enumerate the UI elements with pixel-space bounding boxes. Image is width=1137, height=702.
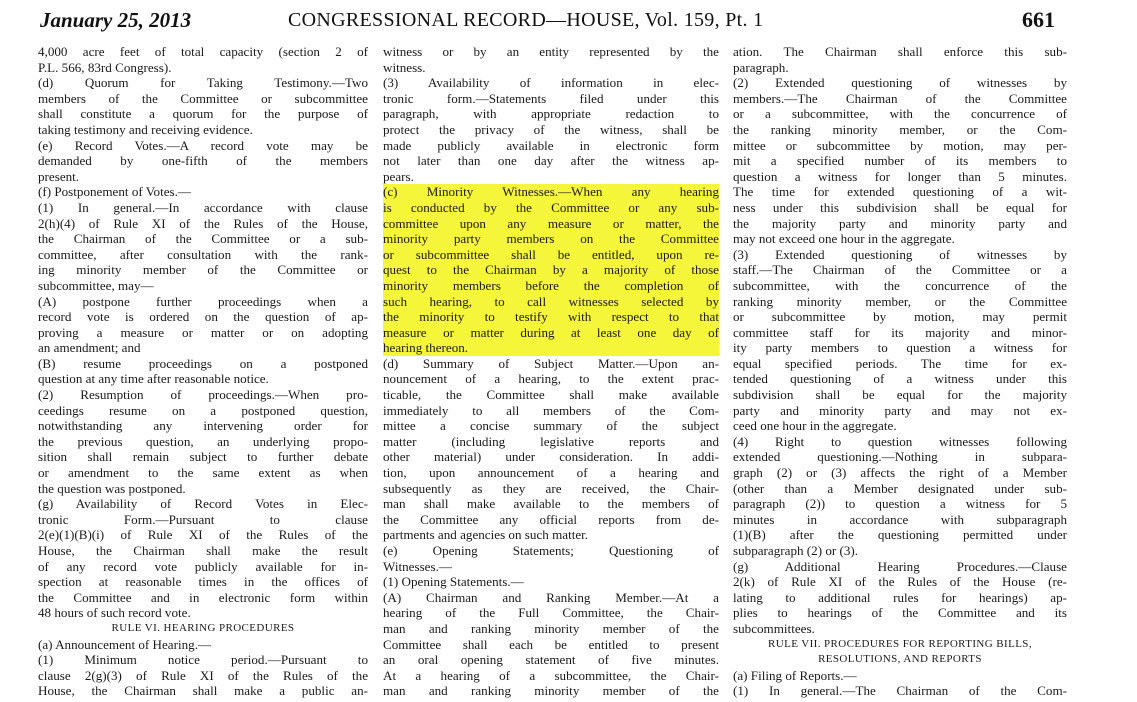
text-line xyxy=(38,668,368,684)
line-text: equal specified periods. The time for ex- xyxy=(733,355,1067,371)
line-text: (1) Opening Statements.— xyxy=(383,574,524,590)
section-heading xyxy=(733,652,1067,668)
text-line xyxy=(733,106,1067,122)
line-text: At a hearing of a subcommittee, the Chair- xyxy=(383,667,719,683)
line-text: paragraph (2)) to question a witness for 5 xyxy=(733,496,1067,512)
line-text: (a) Announcement of Hearing.— xyxy=(38,636,212,652)
line-text: P.L. 566, 83rd Congress). xyxy=(38,59,172,75)
highlighted-text: measure or matter during at least one day of xyxy=(383,324,719,340)
text-line xyxy=(383,309,719,325)
line-text: subparagraph (2) or (3). xyxy=(733,543,859,558)
line-text: 48 hours of such record vote. xyxy=(38,605,191,621)
line-text: RULE VI. HEARING PROCEDURES xyxy=(111,621,295,634)
line-text: (1) In general.—In accordance with clause xyxy=(38,199,368,215)
text-line xyxy=(733,434,1067,450)
line-text: proving a measure or matter or on adopting xyxy=(38,324,368,340)
line-text: minutes in accordance with subparagraph xyxy=(733,511,1067,527)
line-text: or a subcommittee, with the concurrence of xyxy=(733,106,1067,122)
line-text: Committee shall each be entitled to present xyxy=(383,636,719,652)
line-text: mit a specified number of its members to xyxy=(733,153,1067,169)
line-text: or subcommittee by motion, may permit xyxy=(733,309,1067,325)
text-line xyxy=(38,683,368,699)
text-line xyxy=(733,184,1067,200)
line-text: tion, upon announcement of a hearing and xyxy=(383,465,719,481)
text-line xyxy=(383,91,719,107)
text-line xyxy=(733,683,1067,699)
line-text: hearing of the Full Committee, the Chair- xyxy=(383,605,719,621)
section-heading xyxy=(38,621,368,637)
text-line xyxy=(383,122,719,138)
text-line xyxy=(383,75,719,91)
text-line xyxy=(38,387,368,403)
text-line xyxy=(38,278,368,294)
line-text: (A) Chairman and Ranking Member.—At a xyxy=(383,589,719,605)
text-line xyxy=(383,60,719,76)
line-text: (3) Availability of information in elec- xyxy=(383,75,719,91)
line-text: an amendment; and xyxy=(38,340,141,356)
line-text: paragraph. xyxy=(733,59,789,75)
text-line xyxy=(38,153,368,169)
line-text: RULE VII. PROCEDURES FOR REPORTING BILLS, xyxy=(768,637,1032,650)
line-text: or amendment to the same extent as when xyxy=(38,465,368,481)
text-line xyxy=(383,668,719,684)
highlighted-text: such hearing, to call witnesses selected by xyxy=(383,293,719,309)
line-text: tronic form.—Statements filed under this xyxy=(383,90,719,106)
text-line xyxy=(383,683,719,699)
text-line xyxy=(733,325,1067,341)
section-heading xyxy=(733,637,1067,653)
text-line xyxy=(38,371,368,387)
text-line xyxy=(38,527,368,543)
line-text: 4,000 acre feet of total capacity (section 2 of xyxy=(38,44,368,59)
line-text: the Committee any official reports from de- xyxy=(383,511,719,527)
text-line xyxy=(383,153,719,169)
text-line xyxy=(733,247,1067,263)
highlighted-text: is conducted by the Committee or any sub- xyxy=(383,199,719,215)
text-line xyxy=(38,231,368,247)
line-text: subcommittees. xyxy=(733,620,815,636)
line-text: (other than a Member designated under sub- xyxy=(733,480,1067,496)
line-text: an oral opening statement of five minutes. xyxy=(383,652,719,668)
text-line xyxy=(733,496,1067,512)
line-text: the question was postponed. xyxy=(38,480,186,496)
text-line xyxy=(38,543,368,559)
text-line xyxy=(733,60,1067,76)
line-text: (3) Extended questioning of witnesses by xyxy=(733,246,1067,262)
text-line xyxy=(733,590,1067,606)
line-text: (B) resume proceedings on a postponed xyxy=(38,355,368,371)
text-line xyxy=(733,481,1067,497)
text-line xyxy=(733,356,1067,372)
text-line xyxy=(38,465,368,481)
text-line xyxy=(733,559,1067,575)
text-line xyxy=(38,403,368,419)
text-line xyxy=(383,434,719,450)
text-line xyxy=(383,44,719,60)
line-text: witness. xyxy=(383,59,426,75)
text-line xyxy=(38,340,368,356)
line-text: subcommittee, with the concurrence of the xyxy=(733,277,1067,293)
text-line xyxy=(38,605,368,621)
text-line xyxy=(38,247,368,263)
text-line xyxy=(383,325,719,341)
line-text: ation. The Chairman shall enforce this sub- xyxy=(733,44,1067,59)
line-text: may not exceed one hour in the aggregate. xyxy=(733,231,955,247)
text-line xyxy=(733,418,1067,434)
text-line xyxy=(733,278,1067,294)
text-line xyxy=(38,75,368,91)
line-text: (g) Availability of Record Votes in Elec- xyxy=(38,496,368,512)
text-line xyxy=(383,262,719,278)
line-text: matter (including legislative reports and xyxy=(383,433,719,449)
line-text: ranking minority member, or the Committee xyxy=(733,293,1067,309)
highlighted-text: (c) Minority Witnesses.—When any hearing xyxy=(383,184,719,200)
line-text: members of the Committee or subcommittee xyxy=(38,90,368,106)
line-text: (A) postpone further proceedings when a xyxy=(38,293,368,309)
line-text: (2) Extended questioning of witnesses by xyxy=(733,75,1067,91)
line-text: notwithstanding any intervening order for xyxy=(38,418,368,434)
text-line xyxy=(383,247,719,263)
text-line xyxy=(38,652,368,668)
line-text: the Committee and in electronic form within xyxy=(38,589,368,605)
text-line xyxy=(383,387,719,403)
text-line xyxy=(383,512,719,528)
line-text: ceed one hour in the aggregate. xyxy=(733,418,897,434)
text-line xyxy=(733,543,1067,559)
text-line xyxy=(383,184,719,200)
text-line xyxy=(38,262,368,278)
highlighted-text: the minority to testify with respect to that xyxy=(383,309,719,325)
header-date: January 25, 2013 xyxy=(40,8,192,32)
text-line xyxy=(733,153,1067,169)
text-line xyxy=(733,449,1067,465)
line-text: other material) under consideration. In addi- xyxy=(383,449,719,465)
line-text: (4) Right to question witnesses following xyxy=(733,433,1067,449)
text-line xyxy=(38,449,368,465)
line-text: (a) Filing of Reports.— xyxy=(733,667,857,683)
text-line xyxy=(733,621,1067,637)
text-line xyxy=(733,465,1067,481)
text-line xyxy=(38,418,368,434)
page-number: 661 xyxy=(1022,7,1055,32)
text-line xyxy=(38,356,368,372)
line-text: (2) Resumption of proceedings.—When pro- xyxy=(38,387,368,403)
line-text: ing minority member of the Committee or xyxy=(38,262,368,278)
text-line xyxy=(733,512,1067,528)
text-line xyxy=(383,621,719,637)
page-header xyxy=(0,0,1137,40)
header-title: CONGRESSIONAL RECORD—HOUSE, Vol. 159, Pt. 1 xyxy=(288,9,764,31)
line-text: (1) Minimum notice period.—Pursuant to xyxy=(38,652,368,668)
text-line xyxy=(38,637,368,653)
line-text: tended questioning of a witness under this xyxy=(733,371,1067,387)
text-line xyxy=(383,356,719,372)
line-text: Witnesses.— xyxy=(383,558,452,574)
text-line xyxy=(38,200,368,216)
line-text: (g) Additional Hearing Procedures.—Clause xyxy=(733,558,1067,574)
line-text: present. xyxy=(38,168,80,184)
line-text: ness under this subdivision shall be equal for xyxy=(733,199,1067,215)
line-text: of any record vote publicly available for in- xyxy=(38,558,368,574)
text-line xyxy=(733,387,1067,403)
text-line xyxy=(38,590,368,606)
text-line xyxy=(733,75,1067,91)
line-text: (e) Record Votes.—A record vote may be xyxy=(38,137,368,153)
text-column-2 xyxy=(383,44,719,699)
text-line xyxy=(38,106,368,122)
line-text: man and ranking minority member of the xyxy=(383,683,719,699)
text-column-1 xyxy=(38,44,368,699)
text-line xyxy=(733,294,1067,310)
line-text: the majority party and minority party and xyxy=(733,215,1067,231)
line-text: pears. xyxy=(383,168,414,184)
text-line xyxy=(733,668,1067,684)
line-text: nouncement of a hearing, to the extent prac- xyxy=(383,371,719,387)
text-line xyxy=(383,605,719,621)
text-line xyxy=(383,106,719,122)
line-text: (e) Opening Statements; Questioning of xyxy=(383,543,719,558)
line-text: ticable, the Committee shall make available xyxy=(383,387,719,403)
line-text: committee staff for its majority and minor- xyxy=(733,324,1067,340)
line-text: subsequently as they are received, the Chair- xyxy=(383,480,719,496)
text-line xyxy=(38,574,368,590)
line-text: mittee a concise summary of the subject xyxy=(383,418,719,434)
line-text: 2(e)(1)(B)(i) of Rule XI of the Rules of the xyxy=(38,527,368,543)
text-line xyxy=(383,527,719,543)
text-line xyxy=(383,294,719,310)
line-text: man and ranking minority member of the xyxy=(383,620,719,636)
text-line xyxy=(383,138,719,154)
text-line xyxy=(38,91,368,107)
text-line xyxy=(38,184,368,200)
text-line xyxy=(383,543,719,559)
line-text: ity party members to question a witness for xyxy=(733,340,1067,356)
text-line xyxy=(38,44,368,60)
line-text: RESOLUTIONS, AND REPORTS xyxy=(818,653,982,666)
highlighted-text: quest to the Chairman by a majority of those xyxy=(383,262,719,278)
text-line xyxy=(38,60,368,76)
text-line xyxy=(733,605,1067,621)
line-text: 2(h)(4) of Rule XI of the Rules of the House, xyxy=(38,215,368,231)
text-line xyxy=(38,559,368,575)
text-line xyxy=(38,122,368,138)
line-text: lating to additional rules for hearings) ap- xyxy=(733,589,1067,605)
line-text: man shall make available to the members of xyxy=(383,496,719,512)
text-line xyxy=(38,496,368,512)
line-text: shall constitute a quorum for the purpose of xyxy=(38,106,368,122)
line-text: subdivision shall be equal for the majority xyxy=(733,387,1067,403)
line-text: members.—The Chairman of the Committee xyxy=(733,90,1067,106)
text-line xyxy=(733,138,1067,154)
text-line xyxy=(733,262,1067,278)
text-line xyxy=(733,169,1067,185)
text-line xyxy=(383,590,719,606)
line-text: (d) Summary of Subject Matter.—Upon an- xyxy=(383,355,719,371)
text-line xyxy=(383,169,719,185)
text-line xyxy=(38,512,368,528)
line-text: protect the privacy of the witness, shall be xyxy=(383,121,719,137)
line-text: the Chairman of the Committee or a sub- xyxy=(38,231,368,247)
text-line xyxy=(733,122,1067,138)
text-line xyxy=(383,637,719,653)
line-text: taking testimony and receiving evidence. xyxy=(38,121,253,137)
line-text: The time for extended questioning of a wit- xyxy=(733,184,1067,200)
line-text: party and minority party and may not ex- xyxy=(733,402,1067,418)
text-line xyxy=(383,231,719,247)
line-text: not later than one day after the witness ap- xyxy=(383,153,719,169)
line-text: witness or by an entity represented by the xyxy=(383,44,719,59)
text-line xyxy=(38,434,368,450)
text-line xyxy=(733,309,1067,325)
text-line xyxy=(733,574,1067,590)
line-text: (1) In general.—The Chairman of the Com- xyxy=(733,683,1067,699)
text-line xyxy=(383,200,719,216)
text-line xyxy=(383,574,719,590)
line-text: clause 2(g)(3) of Rule XI of the Rules of the xyxy=(38,667,368,683)
text-line xyxy=(383,652,719,668)
text-line xyxy=(38,309,368,325)
text-line xyxy=(38,481,368,497)
line-text: (d) Quorum for Taking Testimony.—Two xyxy=(38,75,368,91)
text-line xyxy=(383,371,719,387)
text-line xyxy=(733,403,1067,419)
line-text: staff.—The Chairman of the Committee or a xyxy=(733,262,1067,278)
line-text: demanded by one-fifth of the members xyxy=(38,153,368,169)
text-column-3 xyxy=(733,44,1067,699)
line-text: House, the Chairman shall make a public an- xyxy=(38,683,368,699)
line-text: question at any time after reasonable notice. xyxy=(38,371,269,387)
line-text: sition shall remain subject to further debate xyxy=(38,449,368,465)
text-line xyxy=(733,527,1067,543)
line-text: graph (2) or (3) affects the right of a Member xyxy=(733,465,1067,481)
highlighted-text: hearing thereon. xyxy=(383,340,469,356)
line-text: committee, after consultation with the rank- xyxy=(38,246,368,262)
highlighted-text: minority members before the completion of xyxy=(383,277,719,293)
text-line xyxy=(383,403,719,419)
text-line xyxy=(733,371,1067,387)
line-text: record vote is ordered on the question of ap- xyxy=(38,309,368,325)
text-line xyxy=(38,294,368,310)
line-text: 2(k) of Rule XI of the Rules of the House (re- xyxy=(733,574,1067,590)
line-text: the previous question, an underlying propo- xyxy=(38,433,368,449)
text-line xyxy=(38,325,368,341)
text-line xyxy=(733,340,1067,356)
text-line xyxy=(383,496,719,512)
line-text: ceedings resume on a postponed question, xyxy=(38,402,368,418)
text-line xyxy=(38,169,368,185)
text-line xyxy=(383,418,719,434)
text-line xyxy=(383,559,719,575)
line-text: (1)(B) after the questioning permitted under xyxy=(733,527,1067,543)
text-line xyxy=(383,278,719,294)
line-text: immediately to all members of the Com- xyxy=(383,402,719,418)
highlighted-text: or subcommittee shall be entitled, upon re- xyxy=(383,246,719,262)
highlighted-text: committee upon any measure or matter, the xyxy=(383,215,719,231)
line-text: (f) Postponement of Votes.— xyxy=(38,184,191,200)
text-line xyxy=(733,216,1067,232)
text-line xyxy=(733,231,1067,247)
line-text: spection at reasonable times in the offices of xyxy=(38,574,368,590)
text-line xyxy=(383,465,719,481)
line-text: plies to hearings of the Committee and its xyxy=(733,605,1067,621)
line-text: made publicly available in electronic form xyxy=(383,137,719,153)
line-text: partments and agencies on such matter. xyxy=(383,527,589,543)
text-line xyxy=(38,216,368,232)
line-text: paragraph, with appropriate redaction to xyxy=(383,106,719,122)
line-text: House, the Chairman shall make the result xyxy=(38,543,368,558)
text-line xyxy=(383,481,719,497)
line-text: tronic Form.—Pursuant to clause xyxy=(38,511,368,527)
text-line xyxy=(733,200,1067,216)
text-line xyxy=(38,138,368,154)
line-text: the ranking minority member, or the Com- xyxy=(733,121,1067,137)
text-line xyxy=(733,44,1067,60)
highlighted-text: minority party members on the Committee xyxy=(383,231,719,247)
line-text: question a witness for longer than 5 minutes. xyxy=(733,168,1067,184)
line-text: mittee or subcommittee by motion, may per- xyxy=(733,137,1067,153)
line-text: extended questioning.—Nothing in subpara- xyxy=(733,449,1067,465)
text-line xyxy=(383,449,719,465)
line-text: subcommittee, may— xyxy=(38,277,154,293)
text-line xyxy=(733,91,1067,107)
text-line xyxy=(383,340,719,356)
text-line xyxy=(383,216,719,232)
